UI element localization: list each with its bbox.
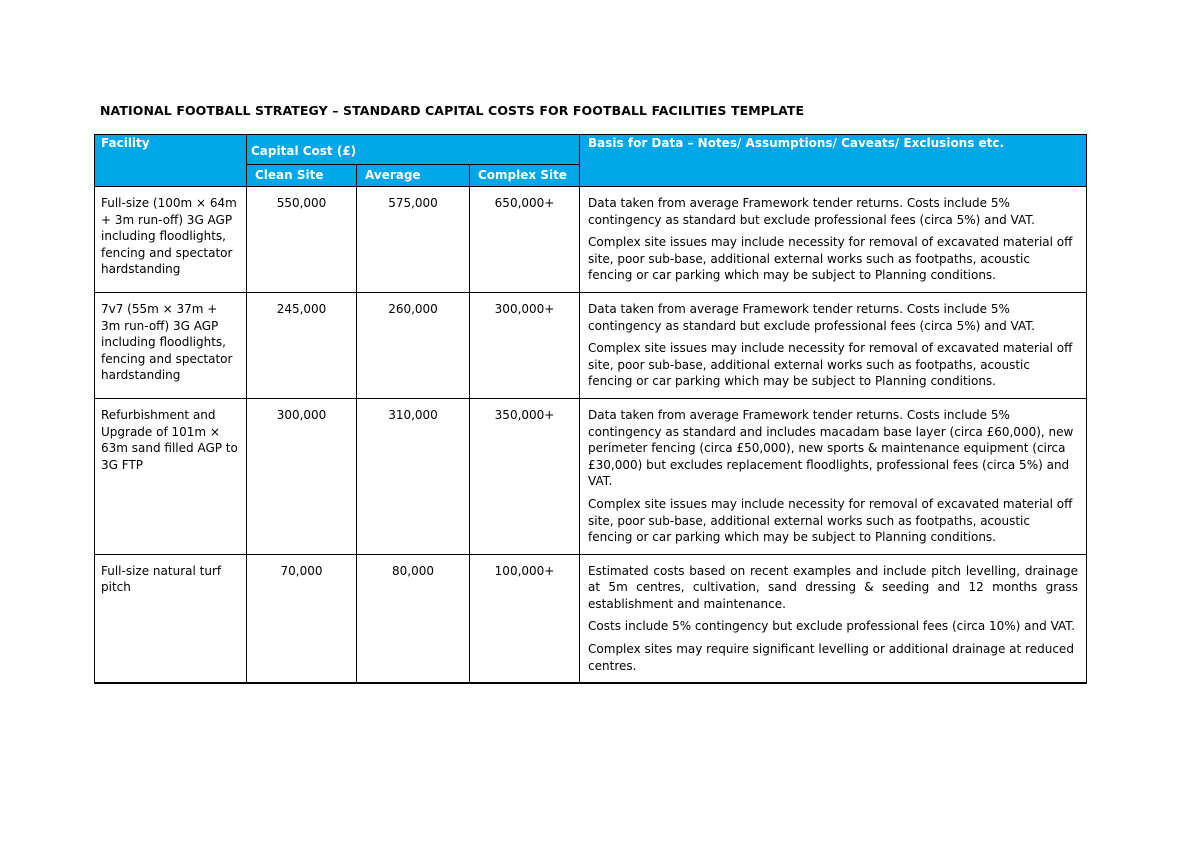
notes-cell [580,554,1087,683]
header-capital-cost: Capital Cost (£) [247,135,580,165]
note-paragraph: Data taken from average Framework tender returns. Costs include 5% contingency as standard and includes macadam base layer (circa £60,000), new perimeter fencing (circa £50,000), new sports & maintenance equipment (circa £30,000) but excludes replacement floodlights, professional fees (circa 5%) and VAT. [588,407,1074,489]
facility-cell: Refurbishment and Upgrade of 101m × 63m sand filled AGP to 3G FTP [95,398,247,554]
average-cost: 310,000 [357,398,470,554]
header-average: Average [357,165,470,187]
header-facility: Facility [95,135,247,187]
note-paragraph: Data taken from average Framework tender returns. Costs include 5% contingency as standard but exclude professional fees (circa 5%) and VAT. [588,196,1035,227]
average-cost: 260,000 [357,292,470,398]
notes-cell [580,398,1087,554]
average-cost: 575,000 [357,187,470,293]
complex-site-cost: 650,000+ [470,187,580,293]
table-row [95,187,1087,293]
note-paragraph: Complex site issues may include necessity for removal of excavated material off site, poor sub-base, additional external works such as footpaths, acoustic fencing or car parking which may be subject to Planning conditions. [588,496,1073,545]
facility-cell: Full-size natural turf pitch [95,554,247,683]
table-row [95,398,1087,554]
clean-site-cost: 550,000 [247,187,357,293]
table-row [95,554,1087,683]
clean-site-cost: 70,000 [247,554,357,683]
document-title: NATIONAL FOOTBALL STRATEGY – STANDARD CAPITAL COSTS FOR FOOTBALL FACILITIES TEMPLATE [100,103,805,118]
note-paragraph: Data taken from average Framework tender returns. Costs include 5% contingency as standard but exclude professional fees (circa 5%) and VAT. [588,301,1035,333]
clean-site-cost: 245,000 [247,292,357,398]
note-paragraph: Complex site issues may include necessity for removal of excavated material off site, poor sub-base, additional external works such as footpaths, acoustic fencing or car parking which may be subject to Planning conditions. [588,235,1073,283]
note-paragraph: Costs include 5% contingency but exclude professional fees (circa 10%) and VAT. [588,619,1076,634]
note-paragraph: Complex sites may require significant levelling or additional drainage at reduced centres. [588,642,1074,673]
header-basis-for-data: Basis for Data – Notes/ Assumptions/ Caveats/ Exclusions etc. [580,135,1087,187]
header-complex-site: Complex Site [470,165,580,187]
complex-site-cost: 350,000+ [470,398,580,554]
complex-site-cost: 300,000+ [470,292,580,398]
facility-cell: Full-size (100m × 64m + 3m run-off) 3G AGP including floodlights, fencing and spectator hardstanding [95,187,247,293]
clean-site-cost: 300,000 [247,398,357,554]
header-clean-site: Clean Site [247,165,357,187]
facility-cell: 7v7 (55m × 37m + 3m run-off) 3G AGP including floodlights, fencing and spectator hardstanding [95,292,247,398]
table-row [95,292,1087,398]
capital-costs-table [94,134,1087,684]
average-cost: 80,000 [357,554,470,683]
notes-cell [580,187,1087,293]
notes-cell [580,292,1087,398]
complex-site-cost: 100,000+ [470,554,580,683]
note-paragraph: Estimated costs based on recent examples and include pitch levelling, drainage at 5m centres, cultivation, sand dressing & seeding and 12 months grass establishment and maintenance. [588,563,1079,611]
note-paragraph: Complex site issues may include necessity for removal of excavated material off site, poor sub-base, additional external works such as footpaths, acoustic fencing or car parking which may be subject to Planning conditions. [588,341,1073,389]
